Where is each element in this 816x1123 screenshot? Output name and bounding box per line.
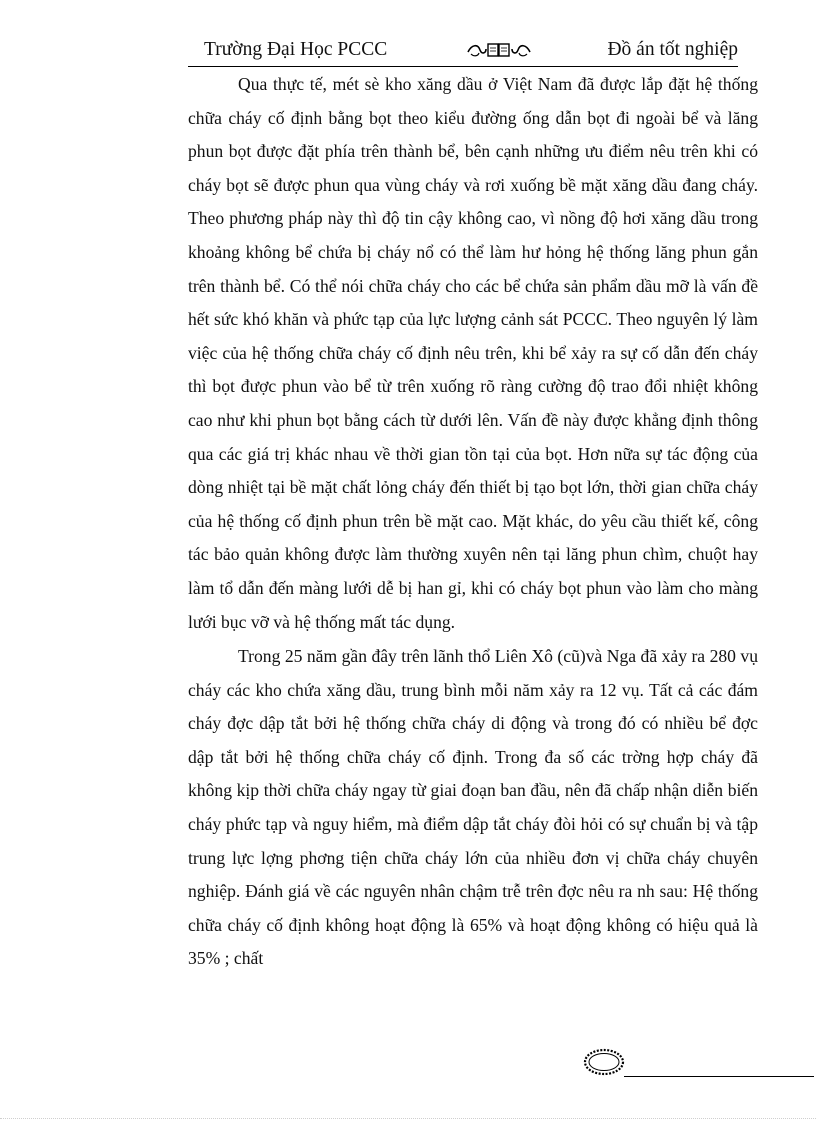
page-footer — [582, 1046, 816, 1082]
header-document-type: Đồ án tốt nghiệp — [607, 39, 738, 60]
paragraph-1: Qua thực tế, mét sè kho xăng dầu ở Việt Nam đã được lắp đặt hệ thống chữa cháy cố định bằng bọt theo kiểu đường ống dẫn bọt đi ngoài bể và lăng phun bọt được đặt phía trên thành bể, bên cạnh những ưu điểm nêu trên khi có cháy bọt sẽ được phun qua vùng cháy và rơi xuống bề mặt xăng dầu đang cháy. Theo phương pháp này thì độ tin cậy không cao, vì nồng độ hơi xăng dầu trong khoảng không bể chứa bị cháy nổ có thể làm hư hỏng hệ thống lăng phun gắn trên thành bể. Có thể nói chữa cháy cho các bể chứa sản phẩm dầu mỡ là vấn đề hết sức khó khăn và phức tạp của lực lượng cảnh sát PCCC. Theo nguyên lý làm việc của hệ thống chữa cháy cố định nêu trên, khi bể xảy ra sự cố dẫn đến cháy thì bọt được phun vào bể từ trên xuống rõ ràng cường độ trao đổi nhiệt không cao như khi phun bọt bằng cách từ dưới lên. Vấn đề này được khẳng định thông qua các giá trị khác nhau về thời gian tồn tại của bọt. Hơn nữa sự tác động của dòng nhiệt tại bề mặt chất lỏng cháy đến thiết bị tạo bọt lớn, thời gian chữa cháy của hệ thống cố định phun trên bề mặt cao. Mặt khác, do yêu cầu thiết kế, công tác bảo quản không được làm thường xuyên nên tại lăng phun chìm, chuột hay làm tổ dẫn đến màng lưới dễ bị han gỉ, khi có cháy bọt phun vào làm cho màng lưới bục vỡ và hệ thống mất tác dụng. — [188, 74, 758, 632]
document-body — [188, 68, 758, 976]
header-school-name: Trường Đại Học PCCC — [204, 39, 388, 60]
book-ornament-icon — [466, 40, 532, 60]
page-header — [188, 36, 738, 67]
wreath-ornament-icon — [582, 1046, 626, 1078]
page-edge — [0, 1118, 816, 1119]
paragraph-2: Trong 25 năm gần đây trên lãnh thổ Liên Xô (cũ)và Nga đã xảy ra 280 vụ cháy các kho chứa xăng dầu, trung bình mỗi năm xảy ra 12 vụ. Tất cả các đám cháy đợc dập tắt bởi hệ thống chữa cháy di động và trong đó có nhiều bể đợc dập tắt bởi hệ thống chữa cháy cố định. Trong đa số các trờng hợp cháy đã không kịp thời chữa cháy ngay từ giai đoạn ban đầu, nên đã chấp nhận diễn biến cháy phức tạp và nguy hiểm, mà điểm dập tắt cháy đòi hỏi có sự chuẩn bị và tập trung lực lợng phơng tiện chữa cháy lớn của nhiều đơn vị chữa cháy chuyên nghiệp. Đánh giá về các nguyên nhân chậm trễ trên đợc nêu ra nh sau: Hệ thống chữa cháy cố định không hoạt động là 65% và hoạt động không có hiệu quả là 35% ; chất — [188, 646, 758, 969]
footer-rule — [624, 1076, 814, 1077]
